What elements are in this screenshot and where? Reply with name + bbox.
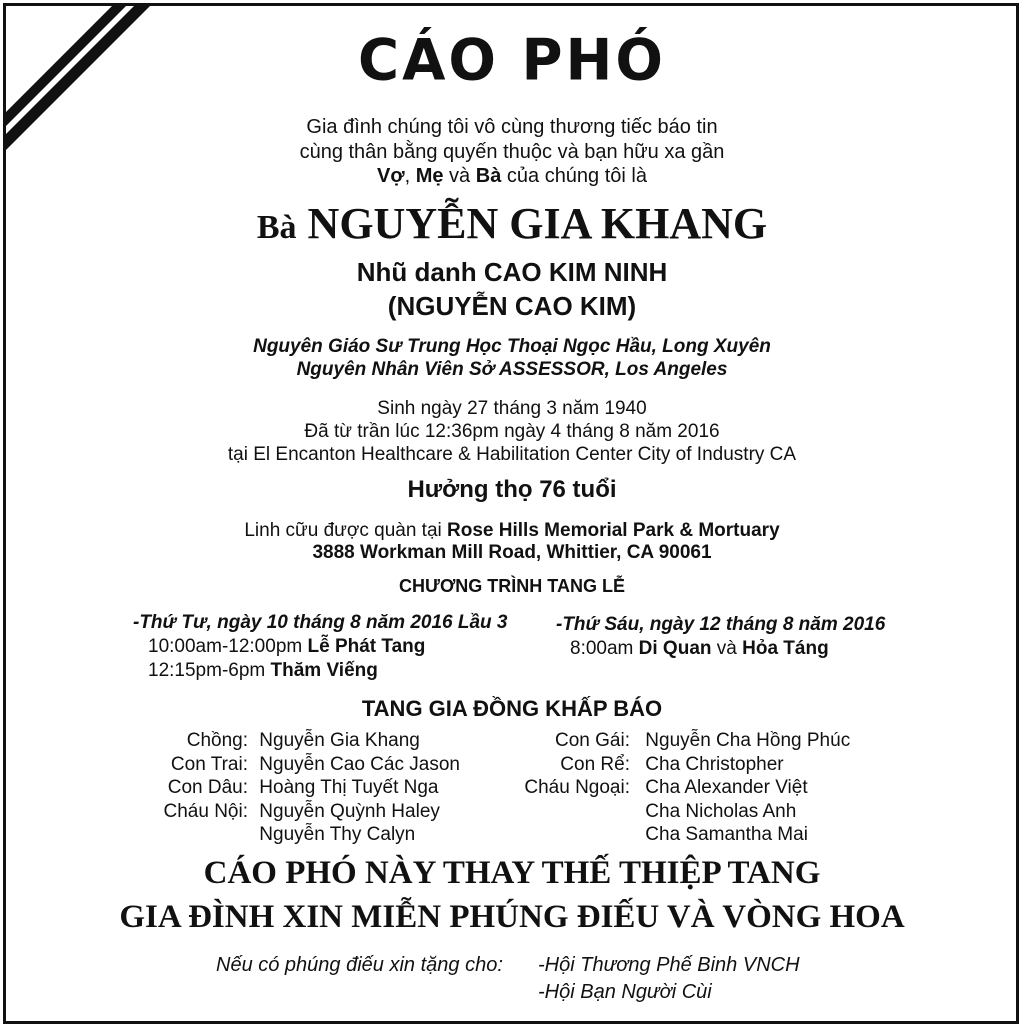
viewing-line [0, 518, 1024, 544]
role-line-2: Nguyên Nhân Viên Sở ASSESSOR, Los Angeles [296, 359, 728, 380]
page-title: CÁO PHÓ [357, 27, 667, 94]
relation-label: Con Rể: [560, 753, 630, 775]
list-item [140, 800, 460, 824]
event-time: 12:15pm-6pm [148, 660, 271, 681]
relation-label: Con Trai: [170, 753, 248, 775]
deceased-fullname: NGUYỄN GIA KHANG [307, 199, 768, 248]
member-name: Cha Christopher [645, 753, 784, 775]
relation-label: Con Dâu: [167, 777, 248, 798]
member-name: Nguyễn Gia Khang [259, 730, 420, 751]
event-name: Di Quan [638, 638, 712, 659]
program-day1-title: -Thứ Tư, ngày 10 tháng 8 năm 2016 Lầu 3 [133, 612, 508, 633]
donation-recipient-1: -Hội Thương Phế Binh VNCH [538, 954, 800, 976]
list-item [500, 800, 850, 824]
viewing-prefix: Linh cữu được quàn tại [244, 520, 448, 541]
viewing-location: Rose Hills Memorial Park & Mortuary [447, 520, 780, 541]
relation-wife: Vợ [377, 165, 405, 187]
relation-label: Con Gái: [555, 730, 630, 751]
member-name: Nguyễn Quỳnh Haley [259, 800, 440, 822]
donation-recipient-2: -Hội Bạn Người Cùi [538, 981, 712, 1003]
list-item [500, 729, 850, 753]
footer-line-1: CÁO PHÓ NÀY THAY THẾ THIỆP TANG [203, 855, 821, 891]
intro-tail: của chúng tôi là [501, 165, 647, 187]
maiden-name: Nhũ danh CAO KIM NINH [356, 257, 668, 287]
donation-label: Nếu có phúng điếu xin tặng cho: [216, 954, 503, 976]
event-time: 8:00am [570, 638, 639, 659]
relation-label: Chồng: [186, 730, 248, 751]
family-left-list [140, 729, 460, 847]
relation-label: Cháu Nội: [163, 800, 248, 822]
list-item [140, 753, 460, 777]
list-item [140, 823, 460, 847]
event-name: Lễ Phát Tang [307, 636, 426, 657]
event-name: Hỏa Táng [742, 638, 829, 659]
member-name: Nguyễn Cao Các Jason [259, 753, 460, 775]
footer-line-2: GIA ĐÌNH XIN MIỄN PHÚNG ĐIẾU VÀ VÒNG HOA [119, 899, 905, 935]
viewing-address: 3888 Workman Mill Road, Whittier, CA 90061 [312, 542, 712, 563]
family-heading: TANG GIA ĐỒNG KHẤP BÁO [361, 696, 663, 721]
age: Hưởng thọ 76 tuổi [407, 476, 617, 503]
event-time: 10:00am-12:00pm [148, 636, 308, 657]
role-line-1: Nguyên Giáo Sư Trung Học Thoại Ngọc Hầu, Long Xuyên [253, 336, 771, 357]
program-day1-event2 [148, 660, 378, 682]
list-item [140, 776, 460, 800]
family-right-list [500, 729, 850, 847]
deceased-prefix: Bà [256, 209, 297, 246]
member-name: Cha Samantha Mai [645, 824, 808, 845]
program-heading: CHƯƠNG TRÌNH TANG LỄ [399, 576, 625, 596]
relation-label: Cháu Ngoại: [524, 777, 630, 798]
program-day2-event1 [570, 638, 829, 660]
intro-and: và [443, 165, 476, 187]
birth-date: Sinh ngày 27 tháng 3 năm 1940 [377, 398, 647, 419]
intro-sep: , [404, 165, 416, 187]
death-date: Đã từ trần lúc 12:36pm ngày 4 tháng 8 năm 2016 [304, 421, 720, 442]
relation-grandmother: Bà [475, 165, 502, 187]
alias-name: (NGUYỄN CAO KIM) [387, 291, 637, 321]
list-item [500, 776, 850, 800]
member-name: Cha Alexander Việt [645, 777, 808, 798]
program-day2-title: -Thứ Sáu, ngày 12 tháng 8 năm 2016 [556, 614, 886, 635]
list-item [500, 753, 850, 777]
intro-line-1: Gia đình chúng tôi vô cùng thương tiếc báo tin [306, 116, 718, 138]
death-place: tại El Encanton Healthcare & Habilitation Center City of Industry CA [227, 444, 797, 465]
deceased-name [0, 198, 1024, 249]
member-name: Nguyễn Cha Hồng Phúc [645, 730, 851, 751]
intro-line-2: cùng thân bằng quyến thuộc và bạn hữu xa gần [299, 141, 725, 163]
intro-line-3 [0, 163, 1024, 189]
program-day1-event1 [148, 636, 425, 658]
relation-mother: Mẹ [415, 165, 444, 187]
member-name: Cha Nicholas Anh [645, 800, 797, 822]
event-name: Thăm Viếng [270, 660, 378, 681]
list-item [500, 823, 850, 847]
member-name: Nguyễn Thy Calyn [259, 824, 416, 845]
event-joiner: và [711, 638, 743, 659]
member-name: Hoàng Thị Tuyết Nga [259, 777, 439, 798]
list-item [140, 729, 460, 753]
